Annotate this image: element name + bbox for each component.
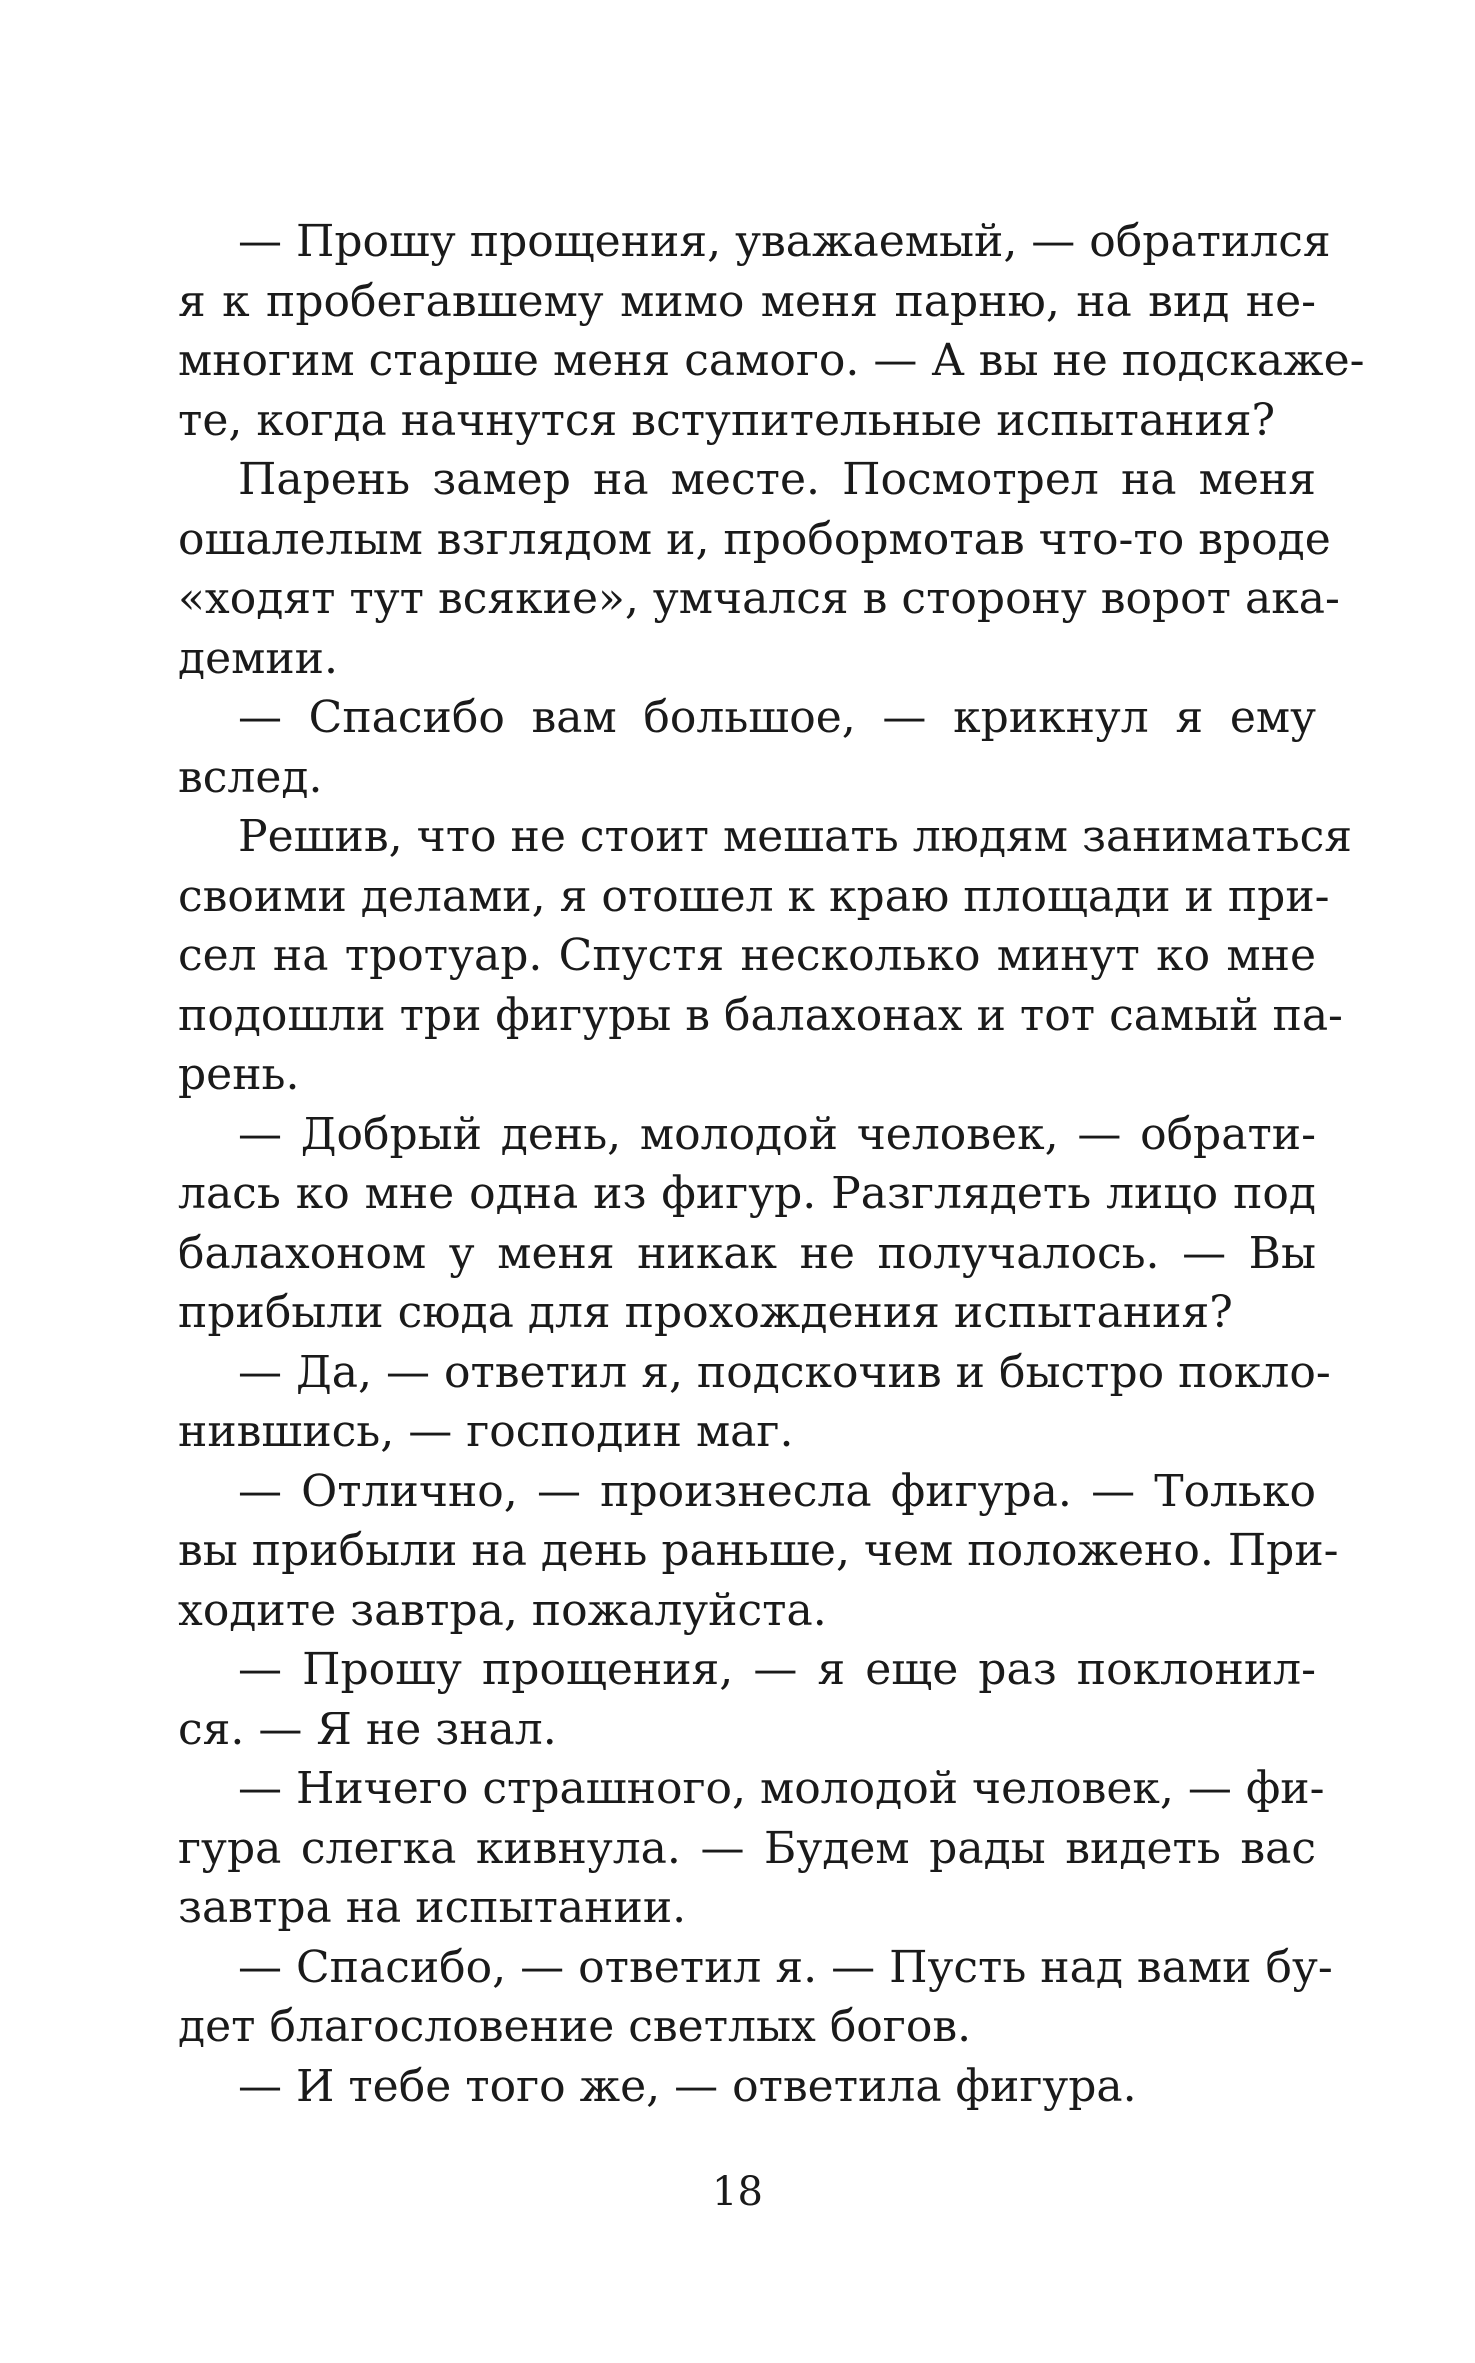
text-line: гура слегка кивнула. — Будем рады видеть вас <box>178 1822 1316 1874</box>
text-line: я к пробегавшему мимо меня парню, на вид не- <box>178 275 1316 327</box>
text-line: Решив, что не стоит мешать людям заниматься <box>238 811 1353 862</box>
text-line: вслед. <box>178 751 323 803</box>
text-line: ошалелым взглядом и, пробормотав что-то вроде <box>178 513 1331 565</box>
text-line: завтра на испытании. <box>178 1882 687 1933</box>
paragraph <box>178 1105 1316 1343</box>
text-line: многим старше меня самого. — А вы не подскаже- <box>178 335 1365 386</box>
book-page-text <box>178 212 1365 2116</box>
paragraph <box>178 1343 1331 1462</box>
text-line: дет благословение светлых богов. <box>178 2001 972 2052</box>
text-line: прибыли сюда для прохождения испытания? <box>178 1287 1233 1338</box>
text-line: — И тебе того же, — ответила фигура. <box>238 2060 1137 2112</box>
text-line: лась ко мне одна из фигур. Разглядеть лицо под <box>178 1168 1316 1219</box>
paragraph <box>178 450 1340 688</box>
text-line: нившись, — господин маг. <box>178 1406 794 1457</box>
text-line: «ходят тут всякие», умчался в сторону ворот ака- <box>178 573 1340 624</box>
text-line: те, когда начнутся вступительные испытания? <box>178 394 1276 446</box>
text-line: своими делами, я отошел к краю площади и при- <box>178 870 1330 922</box>
paragraph <box>178 688 1316 807</box>
text-line: сел на тротуар. Спустя несколько минут ко мне <box>178 930 1316 981</box>
text-line: ся. — Я не знал. <box>178 1703 557 1755</box>
paragraph <box>178 1938 1333 2057</box>
text-line: — Прошу прощения, — я еще раз поклонил- <box>238 1644 1316 1695</box>
paragraph <box>178 212 1365 450</box>
paragraph <box>178 2057 1316 2117</box>
text-line: — Добрый день, молодой человек, — обрати- <box>238 1108 1316 1160</box>
paragraph <box>178 807 1353 1105</box>
page-number: 18 <box>712 2169 763 2215</box>
paragraph <box>178 1462 1339 1641</box>
text-line: ходите завтра, пожалуйста. <box>178 1584 827 1636</box>
text-line: балахоном у меня никак не получалось. — Вы <box>178 1227 1316 1279</box>
text-line: — Спасибо вам большое, — крикнул я ему <box>238 692 1316 743</box>
paragraph <box>178 1759 1325 1938</box>
text-line: подошли три фигуры в балахонах и тот самый па- <box>178 989 1343 1041</box>
text-line: вы прибыли на день раньше, чем положено. При- <box>178 1525 1339 1576</box>
text-line: рень. <box>178 1049 300 1100</box>
text-line: — Да, — ответил я, подскочив и быстро покло- <box>238 1346 1331 1398</box>
text-line: демии. <box>178 632 338 684</box>
text-line: — Ничего страшного, молодой человек, — фи- <box>238 1763 1325 1814</box>
paragraph <box>178 1640 1316 1759</box>
text-line: — Прошу прощения, уважаемый, — обратился <box>238 216 1331 267</box>
text-line: — Спасибо, — ответил я. — Пусть над вами бу- <box>238 1941 1333 1993</box>
text-line: Парень замер на месте. Посмотрел на меня <box>238 454 1316 505</box>
text-line: — Отлично, — произнесла фигура. — Только <box>238 1465 1316 1517</box>
